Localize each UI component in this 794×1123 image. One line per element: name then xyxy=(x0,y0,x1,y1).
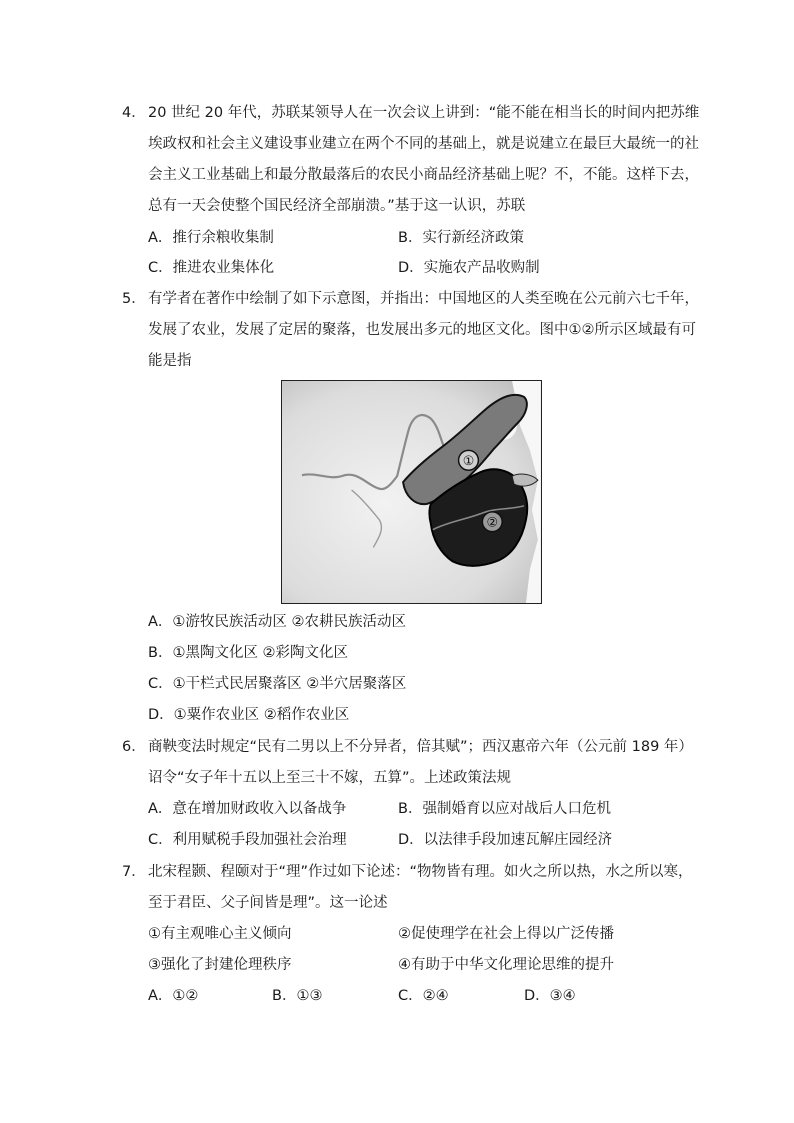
q7-statement-1: ①有主观唯心主义倾向 xyxy=(148,926,292,942)
q4-option-a: A．推行余粮收集制 xyxy=(148,230,274,246)
region-map-figure xyxy=(281,380,542,604)
q4-stem-line: 埃政权和社会主义建设事业建立在两个不同的基础上，就是说建立在最巨大最统一的社 xyxy=(148,136,699,152)
q5-option-c: C．①干栏式民居聚落区 ②半穴居聚落区 xyxy=(148,676,407,692)
q4-stem-line: 总有一天会使整个国民经济全部崩溃。”基于这一认识，苏联 xyxy=(148,198,526,214)
marker-1 xyxy=(459,450,479,470)
q6-number: 6． xyxy=(122,739,146,755)
q4-stem-line: 20 世纪 20 年代，苏联某领导人在一次会议上讲到：“能不能在相当长的时间内把苏维 xyxy=(148,105,700,121)
q7-stem-line: 至于君臣、父子间皆是理”。这一论述 xyxy=(148,895,388,911)
q7-number: 7． xyxy=(122,864,146,880)
q7-option-c: C．②④ xyxy=(398,988,449,1004)
marker-1-label: ① xyxy=(462,454,475,470)
q6-stem-line: 诏令“女子年十五以上至三十不嫁，五算”。上述政策法规 xyxy=(148,770,512,786)
q5-option-a: A．①游牧民族活动区 ②农耕民族活动区 xyxy=(148,614,407,630)
q6-stem-line: 商鞅变法时规定“民有二男以上不分异者，倍其赋”；西汉惠帝六年（公元前 189 年） xyxy=(148,739,693,755)
q6-option-b: B．强制婚育以应对战后人口危机 xyxy=(398,801,611,817)
q7-statement-3: ③强化了封建伦理秩序 xyxy=(148,957,292,973)
q5-option-d: D．①粟作农业区 ②稻作农业区 xyxy=(148,707,350,723)
q6-option-d: D．以法律手段加速瓦解庄园经济 xyxy=(398,832,613,848)
q7-option-b: B．①③ xyxy=(272,988,323,1004)
q7-option-d: D．③④ xyxy=(524,988,576,1004)
marker-2 xyxy=(482,512,502,532)
q4-option-c: C．推进农业集体化 xyxy=(148,260,275,276)
q4-option-d: D．实施农产品收购制 xyxy=(398,260,540,276)
q7-statement-2: ②促使理学在社会上得以广泛传播 xyxy=(398,926,614,942)
q5-stem-line: 有学者在著作中绘制了如下示意图，并指出：中国地区的人类至晚在公元前六七千年， xyxy=(148,291,699,307)
q5-stem-line: 能是指 xyxy=(148,353,192,369)
q4-number: 4． xyxy=(122,105,146,121)
q6-option-c: C．利用赋税手段加强社会治理 xyxy=(148,832,347,848)
q5-stem-line: 发展了农业，发展了定居的聚落，也发展出多元的地区文化。图中①②所示区域最有可 xyxy=(148,322,696,338)
q4-stem-line: 会主义工业基础上和最分散最落后的农民小商品经济基础上呢？不，不能。这样下去， xyxy=(148,167,699,183)
q7-statement-4: ④有助于中华文化理论思维的提升 xyxy=(398,957,614,973)
q4-option-b: B．实行新经济政策 xyxy=(398,230,524,246)
q5-number: 5． xyxy=(122,291,146,307)
marker-2-label: ② xyxy=(486,515,499,531)
q7-stem-line: 北宋程颢、程颐对于“理”作过如下论述：“物物皆有理。如火之所以热，水之所以寒， xyxy=(148,864,693,880)
q6-option-a: A．意在增加财政收入以备战争 xyxy=(148,801,347,817)
q7-option-a: A．①② xyxy=(148,988,199,1004)
q5-option-b: B．①黑陶文化区 ②彩陶文化区 xyxy=(148,645,349,661)
china-region-map xyxy=(282,381,541,603)
